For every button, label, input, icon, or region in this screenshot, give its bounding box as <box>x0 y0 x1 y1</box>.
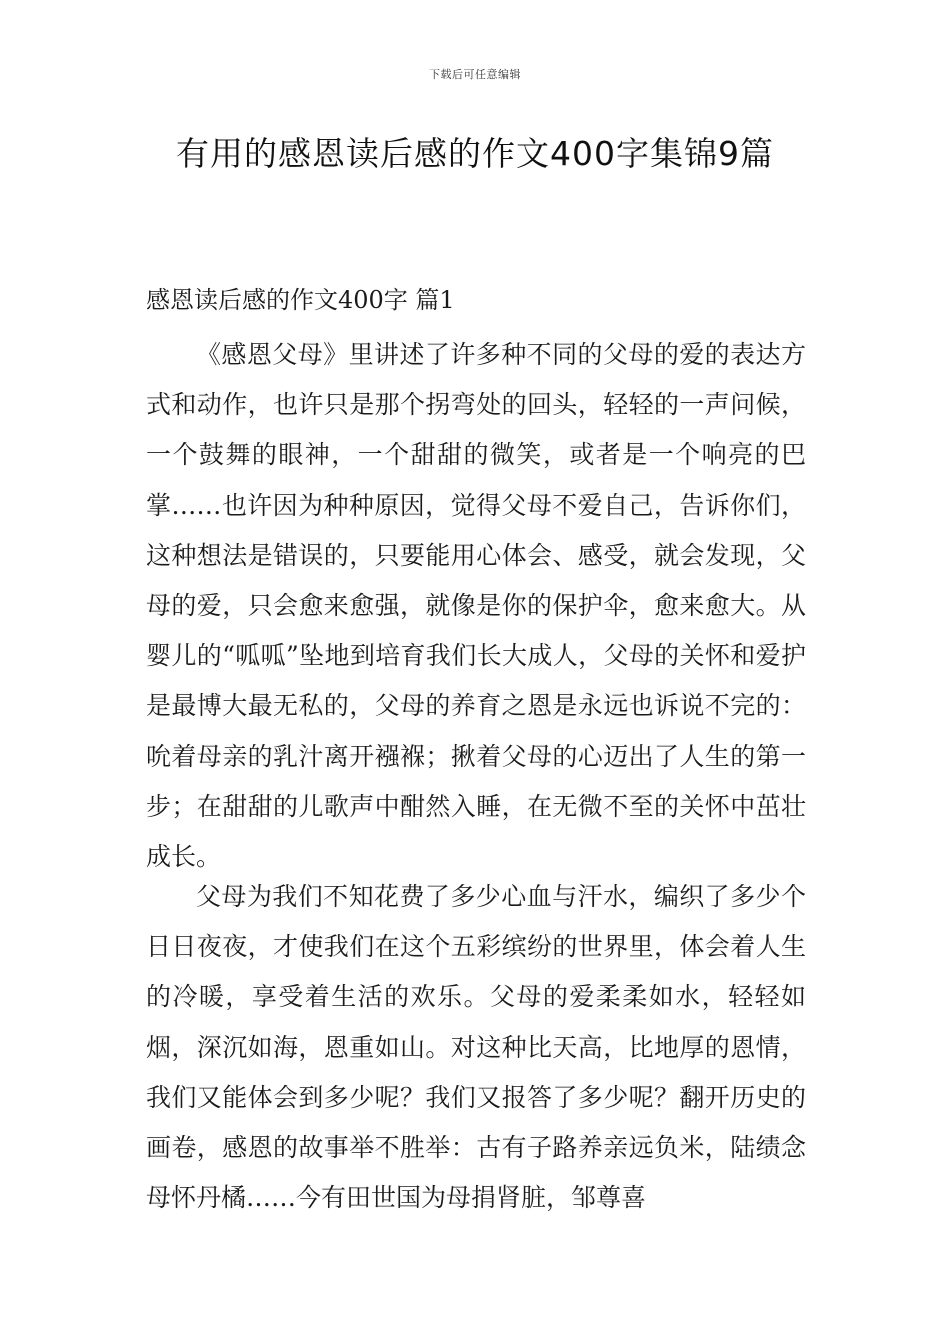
paragraph-1: 《感恩父母》里讲述了许多种不同的父母的爱的表达方式和动作，也许只是那个拐弯处的回头，轻轻的一声问候，一个鼓舞的眼神，一个甜甜的微笑，或者是一个响亮的巴掌……也许因为种种原因，觉得父母不爱自己，告诉你们，这种想法是错误的，只要能用心体会、感受，就会发现，父母的爱，只会愈来愈强，就像是你的保护伞，愈来愈大。从婴儿的“呱呱”坠地到培育我们长大成人，父母的关怀和爱护是最博大最无私的，父母的养育之恩是永远也诉说不完的：吮着母亲的乳汁离开襁褓；揪着父母的心迈出了人生的第一步；在甜甜的儿歌声中酣然入睡，在无微不至的关怀中茁壮成长。 <box>146 340 806 872</box>
paragraph-2: 父母为我们不知花费了多少心血与汗水，编织了多少个日日夜夜，才使我们在这个五彩缤纷的世界里，体会着人生的冷暖，享受着生活的欢乐。父母的爱柔柔如水，轻轻如烟，深沉如海，恩重如山。对这种比天高，比地厚的恩情，我们又能体会到多少呢？我们又报答了多少呢？翻开历史的画卷，感恩的故事举不胜举：古有子路养亲远负米，陆绩念母怀丹橘……今有田世国为母捐肾脏，邹尊喜 <box>146 882 806 1213</box>
document-title: 有用的感恩读后感的作文400字集锦9篇 <box>176 134 774 173</box>
section-heading: 感恩读后感的作文400字 篇1 <box>146 286 455 314</box>
header-note: 下载后可任意编辑 <box>429 68 521 81</box>
